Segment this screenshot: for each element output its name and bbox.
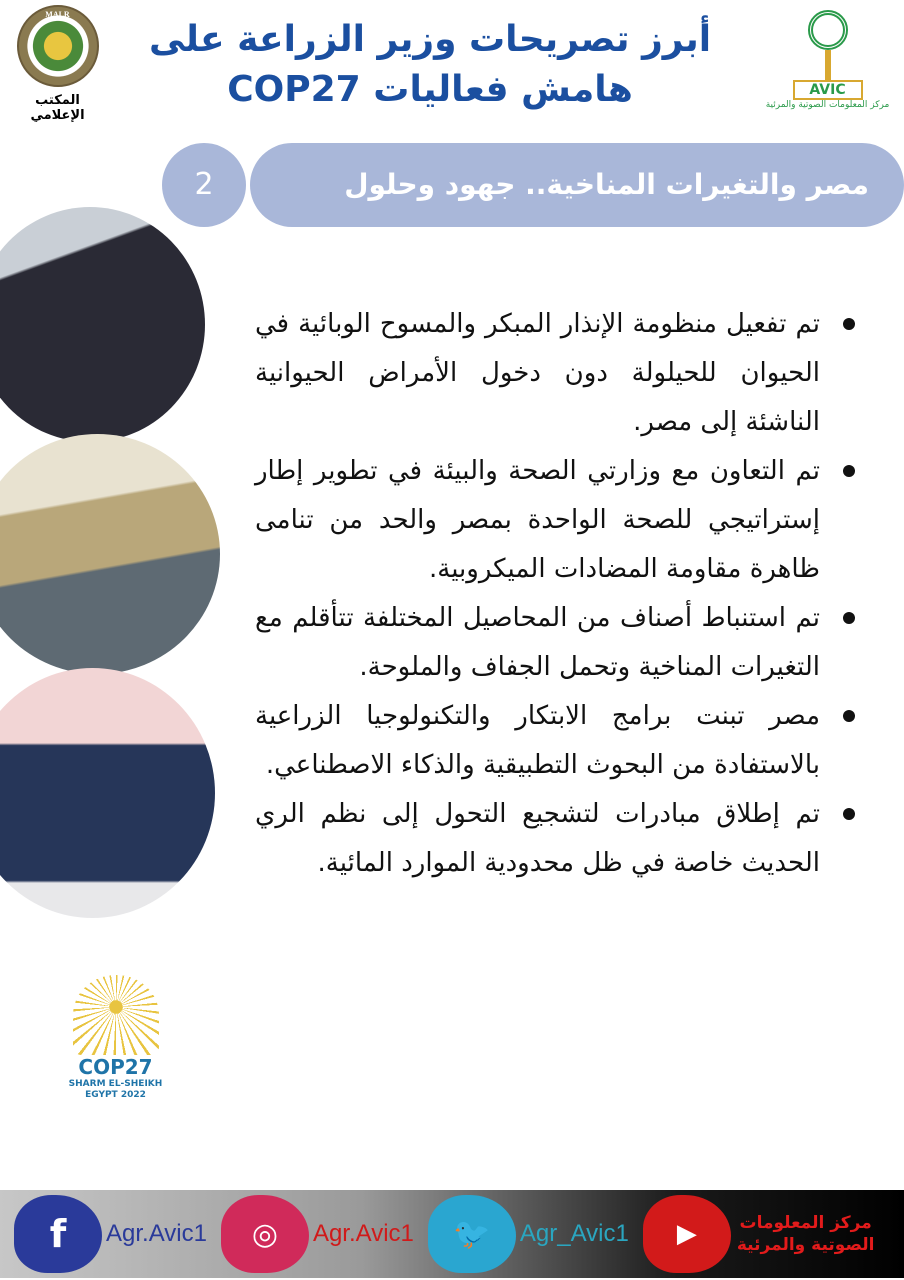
list-item [255, 300, 860, 447]
twitter-handle: Agr_Avic1 [519, 1220, 629, 1247]
list-item [255, 790, 860, 888]
bullet-text: تم تفعيل منظومة الإنذار المبكر والمسوح الوبائية في الحيوان للحيلولة دون دخول الأمراض الحيوانية الناشئة إلى مصر. [255, 309, 820, 437]
twitter-icon: 🐦 [428, 1195, 516, 1273]
list-item [255, 447, 860, 594]
cop27-logo [68, 975, 163, 1101]
page-title [130, 15, 730, 115]
bullet-text: تم إطلاق مبادرات لتشجيع التحول إلى نظم الري الحديث خاصة في ظل محدودية الموارد المائية. [255, 799, 820, 878]
seal-text: MALR [45, 10, 70, 19]
cop27-year: EGYPT 2022 [85, 1090, 146, 1100]
bullet-list [255, 300, 860, 888]
photo-pavilion [0, 434, 220, 674]
list-item [255, 692, 860, 790]
sun-icon [73, 975, 159, 1055]
facebook-icon: f [14, 1195, 102, 1273]
bullet-icon [843, 808, 855, 820]
media-office-logo [10, 5, 105, 123]
instagram-link[interactable] [221, 1195, 414, 1273]
title-line-1: أبرز تصريحات وزير الزراعة على [148, 19, 712, 60]
youtube-channel [737, 1212, 875, 1256]
facebook-handle: Agr.Avic1 [106, 1220, 207, 1247]
bullet-text: تم التعاون مع وزارتي الصحة والبيئة في تطوير إطار إستراتيجي للصحة الواحدة بمصر والحد من تنامى ظاهرة مقاومة المضادات الميكروبية. [255, 456, 820, 584]
media-office-caption: المكتب الإعلامي [30, 93, 85, 123]
youtube-link[interactable] [643, 1195, 875, 1273]
social-footer [0, 1190, 904, 1278]
bullet-icon [843, 465, 855, 477]
youtube-icon: ▶ [643, 1195, 731, 1273]
antenna-icon [793, 5, 863, 100]
photo-minister-visit [0, 207, 205, 442]
section-number: 2 [162, 143, 246, 227]
facebook-link[interactable] [14, 1195, 207, 1273]
avic-label: AVIC [793, 80, 863, 100]
ministry-seal-icon [17, 5, 99, 87]
title-line-2: هامش فعاليات COP27 [227, 69, 633, 110]
list-item [255, 594, 860, 692]
avic-logo [755, 5, 900, 110]
cop27-name: COP27 [78, 1055, 153, 1079]
bullet-icon [843, 710, 855, 722]
bullet-text: تم استنباط أصناف من المحاصيل المختلفة تتأقلم مع التغيرات المناخية وتحمل الجفاف والملوحة. [255, 603, 820, 682]
bullet-icon [843, 612, 855, 624]
cop27-location: SHARM EL-SHEIKH [68, 1079, 163, 1089]
youtube-line-1: مركز المعلومات [739, 1213, 872, 1233]
bullet-icon [843, 318, 855, 330]
section-title: مصر والتغيرات المناخية.. جهود وحلول [250, 143, 904, 227]
instagram-icon: ◎ [221, 1195, 309, 1273]
youtube-line-2: الصوتية والمرئية [736, 1235, 875, 1255]
photo-minister-speech [0, 668, 215, 918]
instagram-handle: Agr.Avic1 [312, 1220, 414, 1247]
bullet-text: مصر تبنت برامج الابتكار والتكنولوجيا الزراعية بالاستفادة من البحوث التطبيقية والذكاء الاصطناعي. [255, 701, 820, 780]
twitter-link[interactable] [428, 1195, 629, 1273]
avic-caption: مركز المعلومات الصوتية والمرئية [765, 100, 890, 110]
